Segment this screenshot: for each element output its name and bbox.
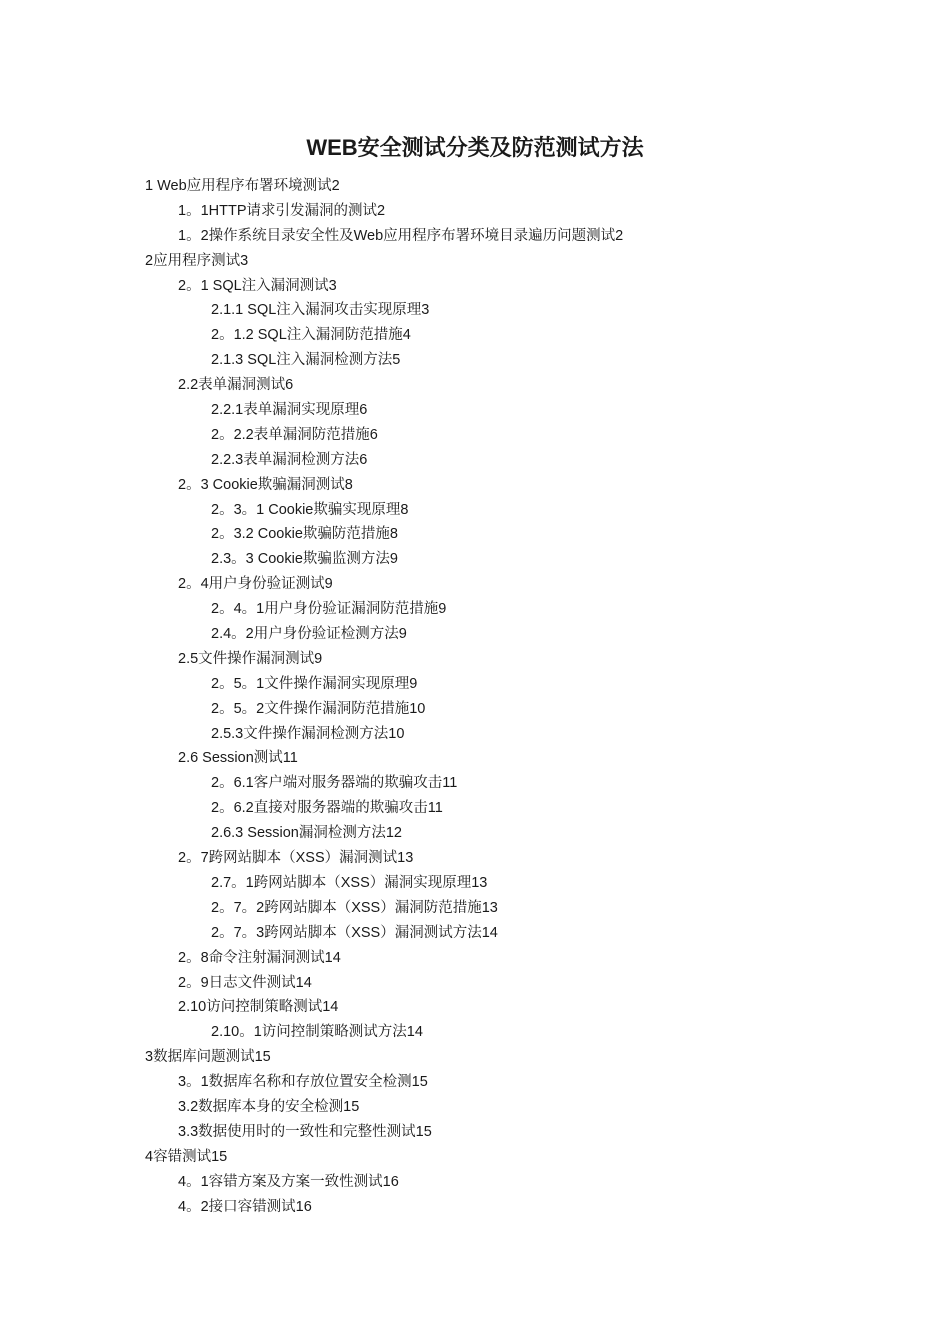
toc-entry-level-3[interactable]: 2.2.1表单漏洞实现原理6: [211, 402, 368, 419]
toc-entry-level-2[interactable]: 2。3 Cookie欺骗漏洞测试8: [178, 476, 353, 493]
toc-entry-level-3[interactable]: 2.1.1 SQL注入漏洞攻击实现原理3: [211, 302, 430, 319]
toc-entry-level-3[interactable]: 2。7。3跨网站脚本（XSS）漏洞测试方法14: [211, 924, 498, 941]
toc-entry-level-2[interactable]: 1。1HTTP请求引发漏洞的测试2: [178, 202, 386, 219]
toc-entry-level-3[interactable]: 2。7。2跨网站脚本（XSS）漏洞防范措施13: [211, 899, 498, 916]
table-of-contents: [145, 174, 845, 1219]
toc-entry-level-2[interactable]: 2。9日志文件测试14: [178, 974, 312, 991]
toc-entry-level-2[interactable]: 4。2接口容错测试16: [178, 1198, 312, 1215]
toc-entry-level-3[interactable]: 2.7。1跨网站脚本（XSS）漏洞实现原理13: [211, 874, 488, 891]
toc-entry-level-3[interactable]: 2.4。2用户身份验证检测方法9: [211, 626, 407, 643]
toc-entry-level-2[interactable]: 2.10访问控制策略测试14: [178, 999, 339, 1016]
toc-entry-level-2[interactable]: 3.2数据库本身的安全检测15: [178, 1098, 360, 1115]
toc-entry-level-1[interactable]: 1 Web应用程序布署环境测试2: [145, 178, 340, 194]
toc-entry-level-3[interactable]: 2.6.3 Session漏洞检测方法12: [211, 825, 402, 842]
toc-entry-level-3[interactable]: 2。6.1客户端对服务器端的欺骗攻击11: [211, 775, 458, 792]
toc-entry-level-3[interactable]: 2。4。1用户身份验证漏洞防范措施9: [211, 601, 447, 618]
toc-entry-level-3[interactable]: 2。1.2 SQL注入漏洞防范措施4: [211, 327, 411, 344]
toc-entry-level-3[interactable]: 2.2.3表单漏洞检测方法6: [211, 451, 368, 468]
toc-entry-level-2[interactable]: 2。1 SQL注入漏洞测试3: [178, 277, 337, 294]
toc-entry-level-1[interactable]: 2应用程序测试3: [145, 252, 249, 269]
toc-entry-level-2[interactable]: 2.5文件操作漏洞测试9: [178, 650, 323, 667]
toc-entry-level-2[interactable]: 2。7跨网站脚本（XSS）漏洞测试13: [178, 850, 414, 867]
toc-entry-level-2[interactable]: 2.2表单漏洞测试6: [178, 377, 294, 394]
toc-entry-level-1[interactable]: 3数据库问题测试15: [145, 1049, 271, 1066]
toc-entry-level-3[interactable]: 2.3。3 Cookie欺骗监测方法9: [211, 551, 398, 568]
toc-entry-level-3[interactable]: 2。2.2表单漏洞防范措施6: [211, 426, 378, 443]
toc-entry-level-3[interactable]: 2。6.2直接对服务器端的欺骗攻击11: [211, 800, 443, 817]
toc-entry-level-2[interactable]: 2。8命令注射漏洞测试14: [178, 949, 341, 966]
toc-entry-level-3[interactable]: 2。5。1文件操作漏洞实现原理9: [211, 675, 418, 692]
toc-entry-level-2[interactable]: 2.6 Session测试11: [178, 750, 298, 767]
document-title: WEB安全测试分类及防范测试方法: [306, 135, 644, 160]
toc-entry-level-3[interactable]: 2。5。2文件操作漏洞防范措施10: [211, 700, 426, 717]
toc-entry-level-3[interactable]: 2.5.3文件操作漏洞检测方法10: [211, 725, 405, 742]
toc-entry-level-2[interactable]: 4。1容错方案及方案一致性测试16: [178, 1173, 399, 1190]
toc-entry-level-3[interactable]: 2.10。1访问控制策略测试方法14: [211, 1024, 423, 1041]
toc-entry-level-1[interactable]: 4容错测试15: [145, 1148, 228, 1165]
toc-entry-level-2[interactable]: 3.3数据使用时的一致性和完整性测试15: [178, 1123, 432, 1140]
toc-entry-level-2[interactable]: 2。4用户身份验证测试9: [178, 576, 333, 593]
toc-entry-level-3[interactable]: 2.1.3 SQL注入漏洞检测方法5: [211, 352, 401, 369]
toc-entry-level-3[interactable]: 2。3。1 Cookie欺骗实现原理8: [211, 501, 409, 518]
toc-entry-level-3[interactable]: 2。3.2 Cookie欺骗防范措施8: [211, 526, 398, 543]
toc-entry-level-2[interactable]: 3。1数据库名称和存放位置安全检测15: [178, 1074, 428, 1091]
toc-entry-level-2[interactable]: 1。2操作系统目录安全性及Web应用程序布署环境目录遍历问题测试2: [178, 227, 624, 244]
